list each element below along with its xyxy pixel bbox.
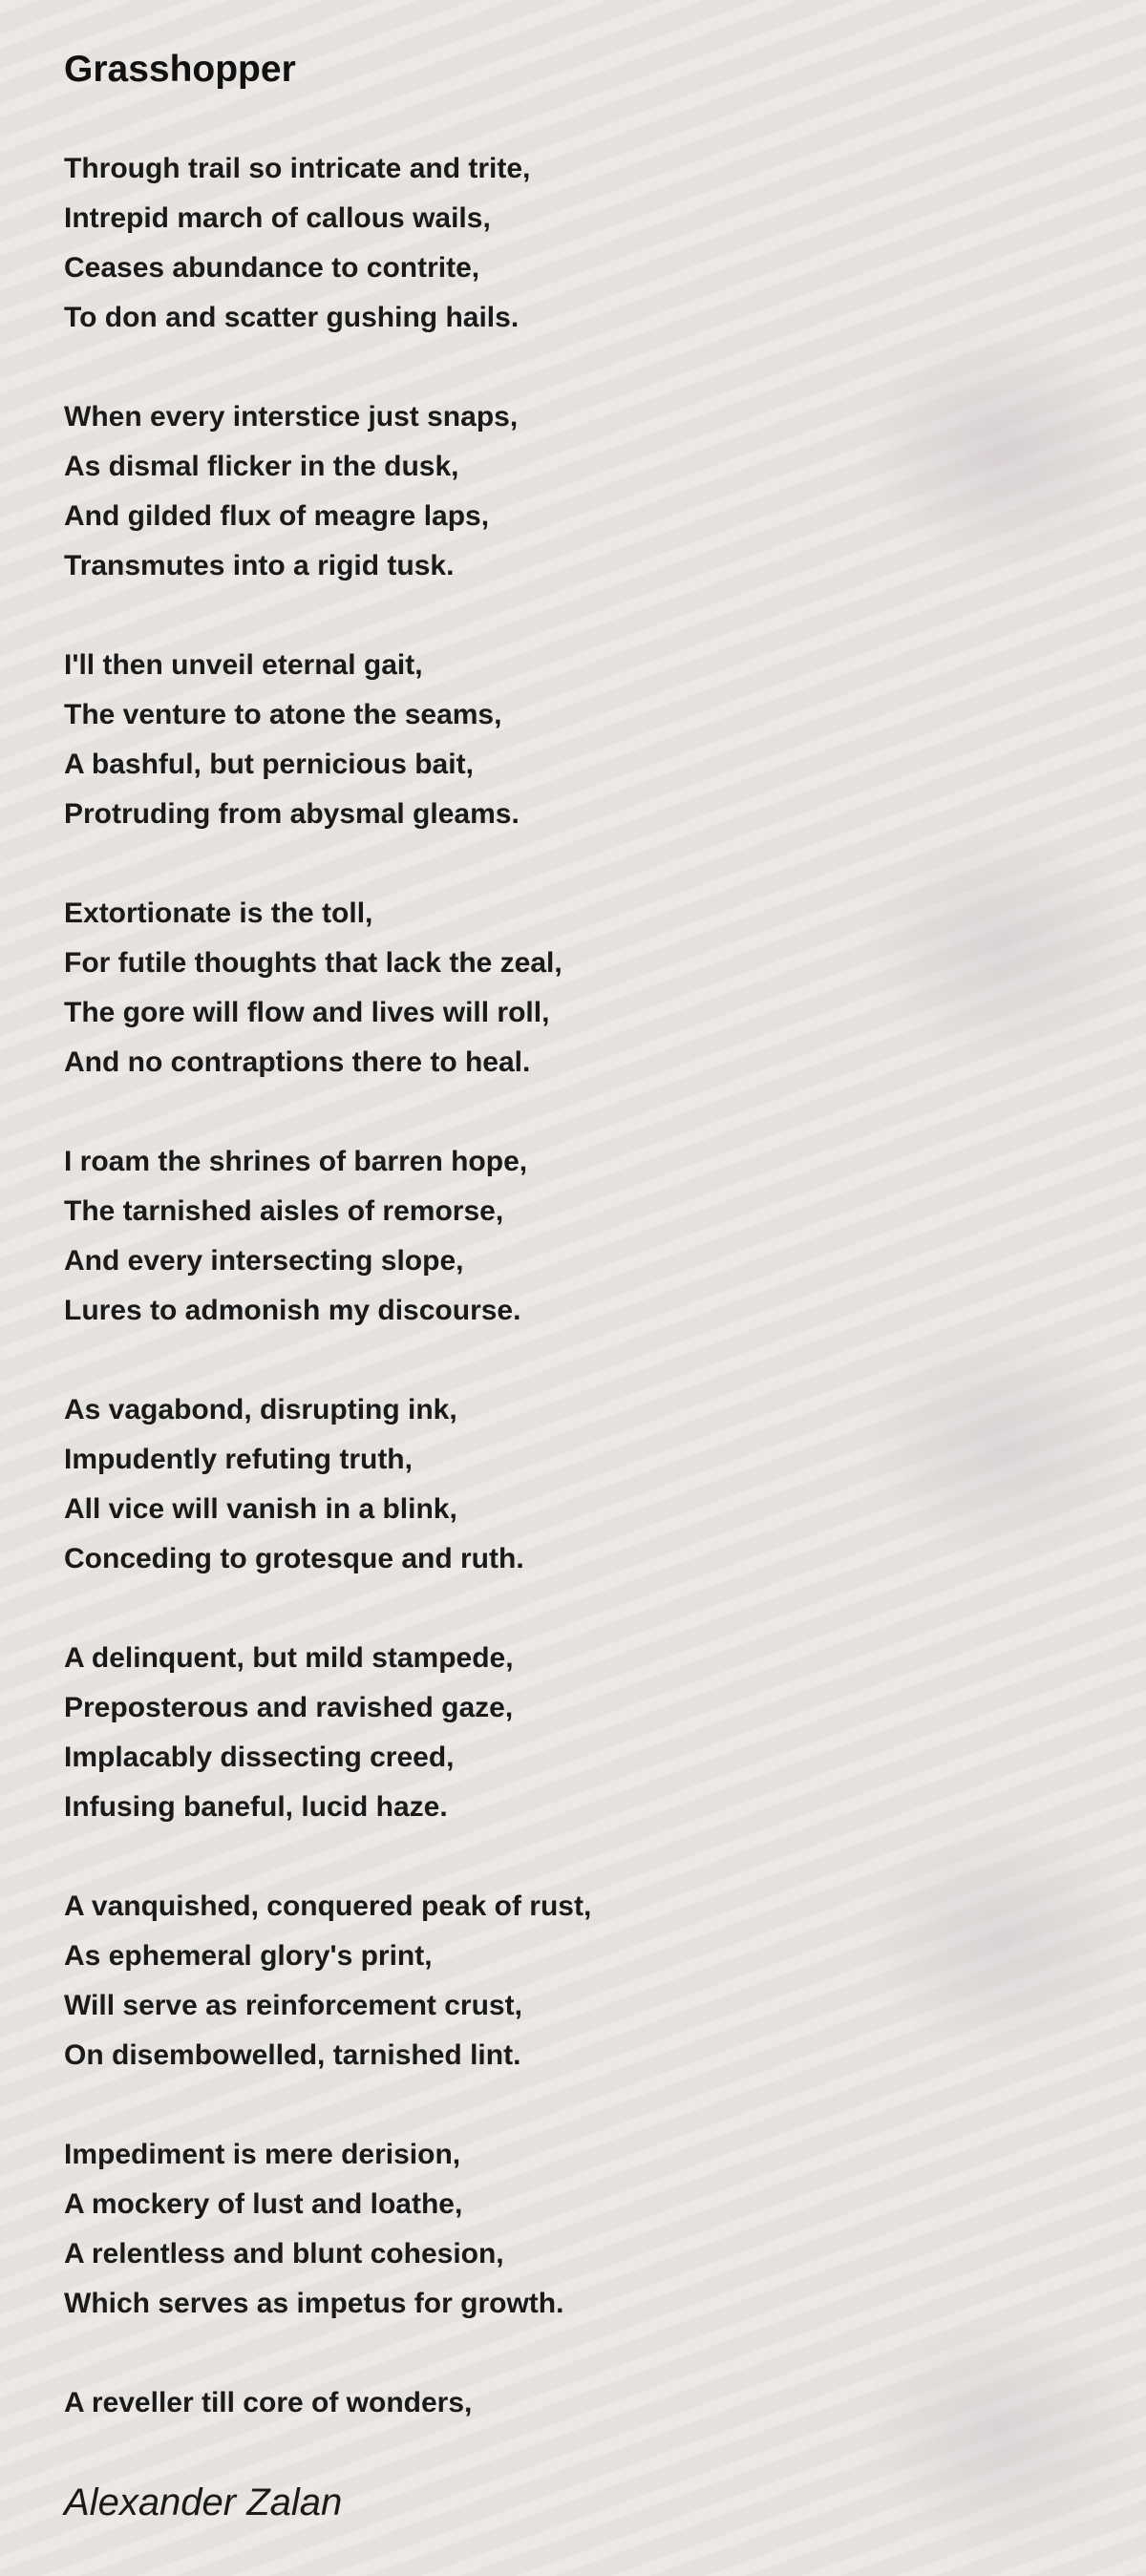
poem-line: Extortionate is the toll, [64, 897, 373, 929]
stanza [64, 889, 1095, 1087]
poem-line: A bashful, but pernicious bait, [64, 749, 474, 780]
stanza [64, 2130, 1095, 2329]
poem-line: As vagabond, disrupting ink, [64, 1394, 457, 1425]
poem-line: To don and scatter gushing hails. [64, 302, 520, 333]
poem-line: As dismal flicker in the dusk, [64, 451, 459, 482]
stanza [64, 2378, 1095, 2428]
stanza [64, 1385, 1095, 1584]
poem-line: Protruding from abysmal gleams. [64, 798, 520, 830]
poem-line: And gilded flux of meagre laps, [64, 500, 490, 532]
poem-line: As ephemeral glory's print, [64, 1940, 433, 1972]
poem-line: Transmutes into a rigid tusk. [64, 550, 455, 581]
poem-line: Impediment is mere derision, [64, 2139, 461, 2170]
poem-author: Alexander Zalan [64, 2481, 343, 2523]
poem-body [64, 144, 1095, 2478]
poem-line: A reveller till core of wonders, [64, 2387, 473, 2418]
poem-line: Impudently refuting truth, [64, 1444, 413, 1475]
poem-line: Will serve as reinforcement crust, [64, 1990, 522, 2021]
poem-line: Which serves as impetus for growth. [64, 2288, 564, 2319]
poem-line: I roam the shrines of barren hope, [64, 1146, 528, 1177]
poem-line: Through trail so intricate and trite, [64, 153, 531, 184]
poem-line: Infusing baneful, lucid haze. [64, 1791, 448, 1823]
poem-line: A vanquished, conquered peak of rust, [64, 1890, 592, 1922]
stanza [64, 144, 1095, 343]
poem-line: Implacably dissecting creed, [64, 1742, 455, 1773]
poem-line: The venture to atone the seams, [64, 699, 502, 730]
poem-line: The tarnished aisles of remorse, [64, 1195, 504, 1227]
stanza [64, 1634, 1095, 1832]
poem-line: When every interstice just snaps, [64, 401, 519, 433]
stanza [64, 1882, 1095, 2080]
poem-line: A relentless and blunt cohesion, [64, 2238, 504, 2270]
poem-line: On disembowelled, tarnished lint. [64, 2039, 521, 2071]
poem-line: A delinquent, but mild stampede, [64, 1642, 514, 1674]
poem-line: Intrepid march of callous wails, [64, 202, 491, 234]
poem-line: And every intersecting slope, [64, 1245, 464, 1277]
poem-line: For futile thoughts that lack the zeal, [64, 947, 562, 979]
poem-line: Preposterous and ravished gaze, [64, 1692, 514, 1723]
poem-line: I'll then unveil eternal gait, [64, 649, 423, 681]
poem-line: A mockery of lust and loathe, [64, 2188, 463, 2220]
poem-line: Conceding to grotesque and ruth. [64, 1543, 524, 1574]
stanza [64, 641, 1095, 839]
stanza [64, 1137, 1095, 1336]
stanza [64, 392, 1095, 591]
poem-line: Ceases abundance to contrite, [64, 252, 480, 284]
poem-line: The gore will flow and lives will roll, [64, 997, 550, 1028]
poem-title: Grasshopper [64, 49, 296, 90]
poem-line: Lures to admonish my discourse. [64, 1295, 521, 1326]
poem-line: And no contraptions there to heal. [64, 1046, 531, 1078]
poem-line: All vice will vanish in a blink, [64, 1493, 457, 1525]
